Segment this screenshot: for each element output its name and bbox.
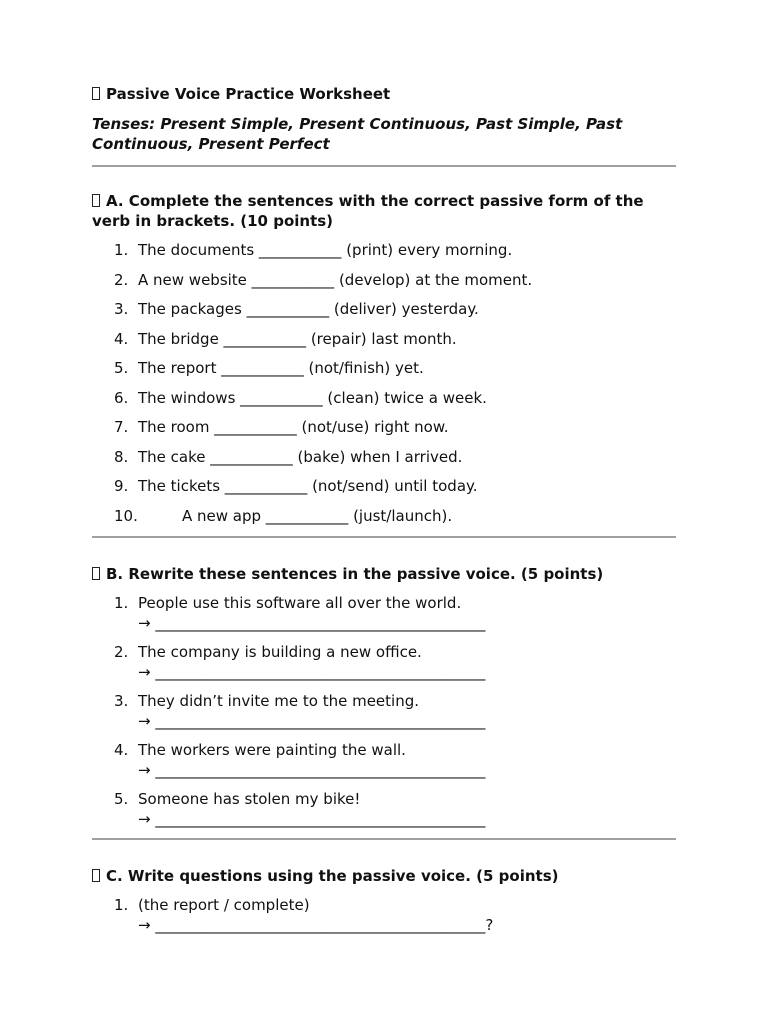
- answer-line[interactable]: → ____________________________________________: [138, 613, 486, 632]
- worksheet-subtitle: Tenses: Present Simple, Present Continuous, Past Simple, Past Continuous, Present Perfect: [92, 115, 623, 153]
- missing-glyph-icon: [92, 87, 100, 100]
- section-b-list: [92, 593, 676, 829]
- worksheet-title-text: Passive Voice Practice Worksheet: [106, 85, 391, 103]
- item-number: 9.: [114, 477, 129, 495]
- list-item: [92, 593, 676, 633]
- item-number: 1.: [114, 895, 129, 914]
- divider: [92, 536, 676, 538]
- list-item: [92, 642, 676, 682]
- list-item: [92, 691, 676, 731]
- item-number: 5.: [114, 359, 129, 377]
- answer-line[interactable]: → ____________________________________________: [138, 809, 486, 828]
- item-number: 3.: [114, 691, 129, 710]
- section-a-heading: [92, 191, 676, 231]
- divider: [92, 838, 676, 840]
- item-text: They didn’t invite me to the meeting.: [138, 691, 420, 710]
- item-number: 8.: [114, 447, 129, 466]
- item-number: 7.: [114, 418, 129, 436]
- list-item: [92, 789, 676, 829]
- list-item: [92, 506, 676, 526]
- item-text: The workers were painting the wall.: [138, 740, 406, 759]
- item-number: 2.: [114, 270, 129, 289]
- item-number: 10.: [114, 506, 138, 525]
- item-number: 1.: [114, 593, 129, 612]
- item-text: A new website ___________ (develop) at the moment.: [138, 270, 533, 289]
- item-number: 5.: [114, 789, 129, 808]
- item-text: The packages ___________ (deliver) yesterday.: [138, 300, 479, 318]
- list-item: [92, 329, 676, 349]
- item-number: 3.: [114, 300, 129, 318]
- answer-line[interactable]: → ____________________________________________: [138, 662, 486, 681]
- list-item: [92, 299, 676, 319]
- list-item: [92, 447, 676, 467]
- section-a-heading-text: A. Complete the sentences with the correct passive form of the verb in brackets. (10 points): [92, 192, 644, 230]
- item-text: The room ___________ (not/use) right now.: [138, 418, 449, 436]
- item-number: 6.: [114, 388, 129, 407]
- list-item: [92, 740, 676, 780]
- item-number: 2.: [114, 642, 129, 661]
- item-text: People use this software all over the world.: [138, 593, 462, 612]
- list-item: [92, 358, 676, 378]
- item-text: A new app ___________ (just/launch).: [182, 506, 453, 525]
- list-item: [92, 476, 676, 496]
- item-text: The report ___________ (not/finish) yet.: [138, 359, 424, 377]
- item-text: The bridge ___________ (repair) last month.: [138, 329, 457, 348]
- list-item: [92, 240, 676, 260]
- section-a-list: [92, 240, 676, 526]
- section-c-heading-text: C. Write questions using the passive voice. (5 points): [106, 866, 559, 885]
- item-text: The company is building a new office.: [138, 642, 422, 661]
- answer-line[interactable]: → ____________________________________________: [138, 711, 486, 730]
- missing-glyph-icon: [92, 567, 100, 580]
- list-item: [92, 388, 676, 408]
- section-c: [92, 866, 676, 935]
- item-number: 1.: [114, 241, 129, 259]
- missing-glyph-icon: [92, 194, 100, 207]
- item-text: The documents ___________ (print) every morning.: [138, 241, 513, 259]
- section-b-heading-text: B. Rewrite these sentences in the passive voice. (5 points): [106, 564, 604, 583]
- item-text: The tickets ___________ (not/send) until today.: [138, 477, 478, 495]
- missing-glyph-icon: [92, 869, 100, 882]
- item-number: 4.: [114, 740, 129, 759]
- section-a: [92, 191, 676, 526]
- item-number: 4.: [114, 329, 129, 348]
- answer-line[interactable]: → ____________________________________________?: [138, 915, 494, 934]
- item-text: The cake ___________ (bake) when I arrived.: [138, 447, 463, 466]
- list-item: [92, 895, 676, 935]
- divider: [92, 165, 676, 167]
- worksheet-page: [92, 84, 676, 935]
- list-item: [92, 270, 676, 290]
- section-c-heading: [92, 866, 676, 886]
- section-b: [92, 564, 676, 829]
- answer-line[interactable]: → ____________________________________________: [138, 760, 486, 779]
- worksheet-title: [92, 84, 676, 104]
- item-text: The windows ___________ (clean) twice a week.: [138, 388, 487, 407]
- item-text: (the report / complete): [138, 895, 310, 914]
- section-c-list: [92, 895, 676, 935]
- list-item: [92, 417, 676, 437]
- item-text: Someone has stolen my bike!: [138, 789, 361, 808]
- section-b-heading: [92, 564, 676, 584]
